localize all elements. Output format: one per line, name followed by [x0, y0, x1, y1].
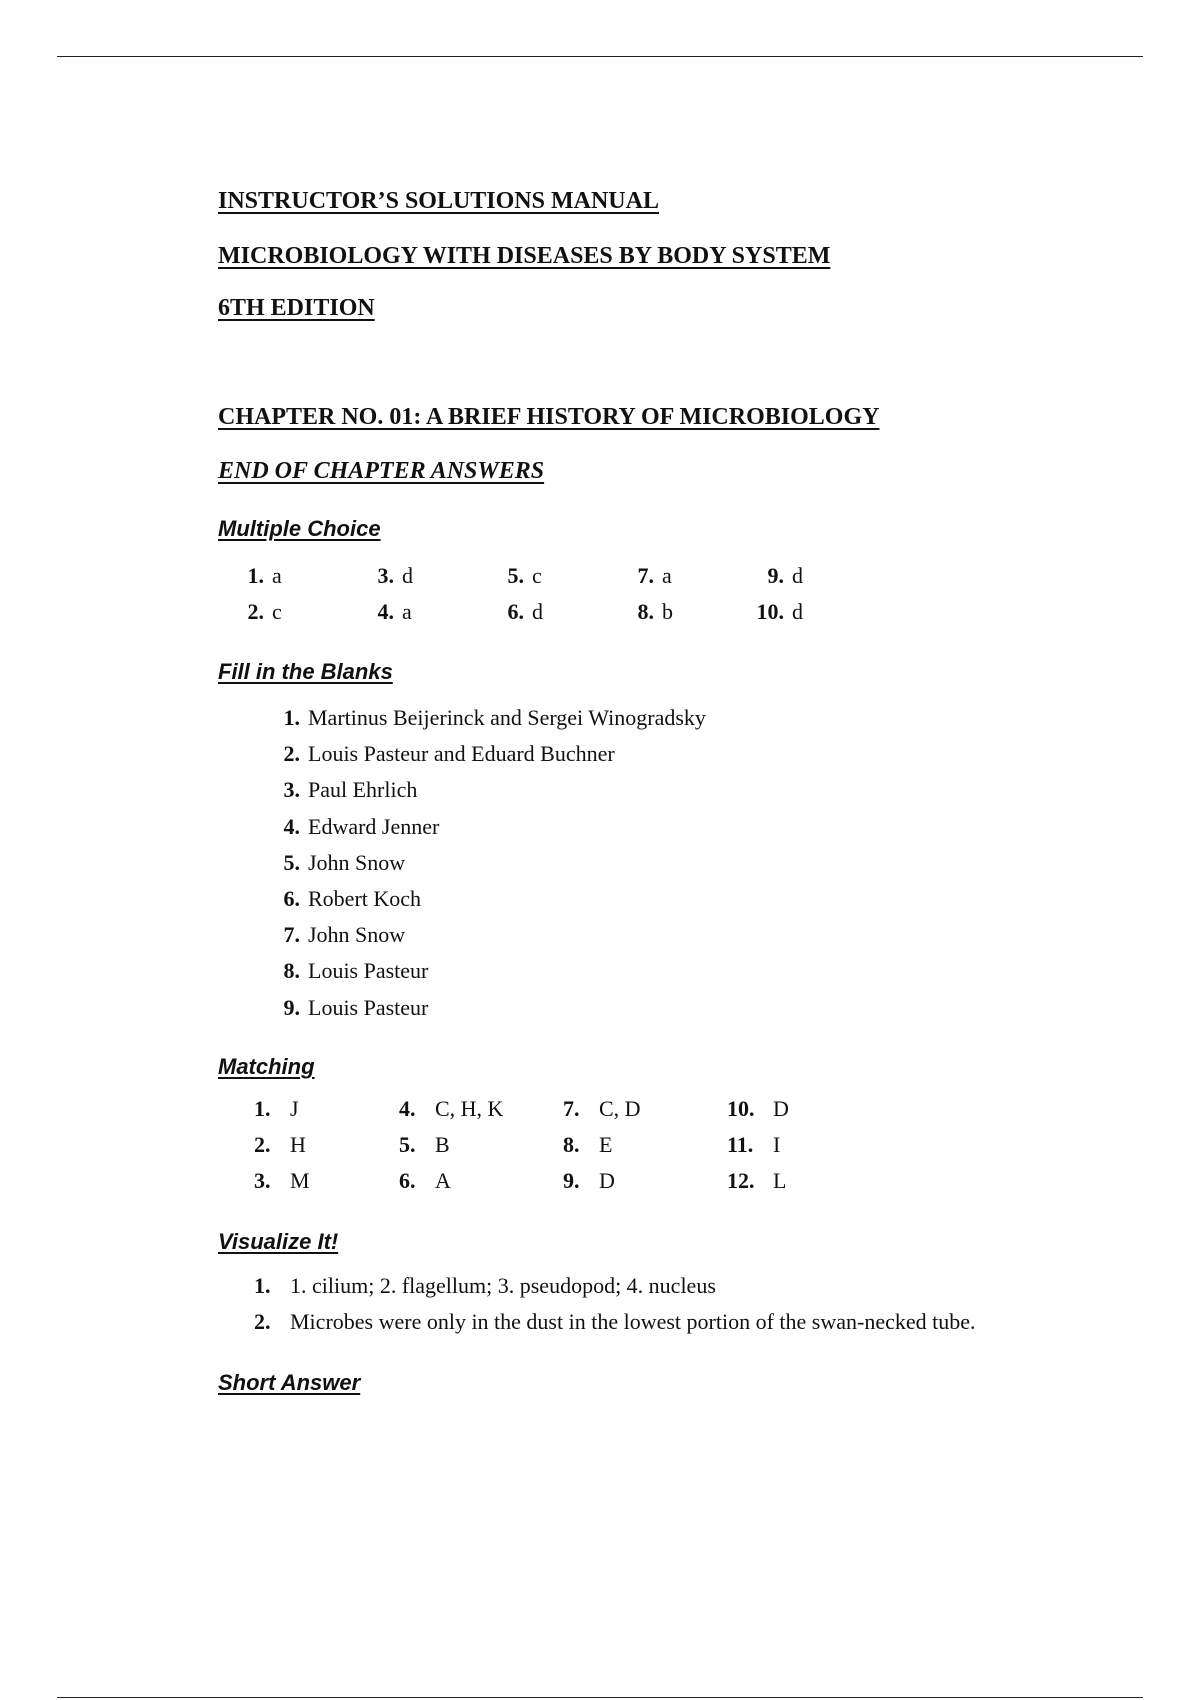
visualize-list — [254, 1273, 976, 1345]
list-item: 8. Louis Pasteur — [283, 958, 429, 984]
mc-answer: 10. d — [756, 599, 803, 624]
short-answer-heading: Short Answer — [218, 1370, 361, 1395]
fill-blanks-list — [276, 705, 706, 1031]
matching-answer: 12. L — [727, 1168, 787, 1193]
fill-blanks-heading: Fill in the Blanks — [218, 659, 393, 684]
list-item: 3. Paul Ehrlich — [283, 777, 418, 803]
visualize-heading: Visualize It! — [218, 1229, 339, 1254]
matching-answer: 10. D — [727, 1096, 789, 1121]
matching-answer: 8. E — [563, 1132, 613, 1157]
chapter-title: CHAPTER NO. 01: A BRIEF HISTORY OF MICROBIOLOGY — [218, 404, 880, 430]
list-item: 2. Microbes were only in the dust in the lowest portion of the swan-necked tube. — [254, 1309, 976, 1334]
bottom-rule — [57, 1697, 1143, 1698]
matching-answer: 7. C, D — [563, 1096, 641, 1121]
list-item: 5. John Snow — [283, 849, 406, 875]
matching-answer: 2. H — [254, 1132, 306, 1157]
matching-answer: 4. C, H, K — [399, 1096, 504, 1121]
matching-answer: 6. A — [399, 1168, 451, 1193]
mc-answer: 4. a — [377, 599, 412, 624]
mc-answer: 7. a — [637, 563, 672, 588]
mc-answer: 9. d — [767, 563, 803, 588]
list-item: 1. 1. cilium; 2. flagellum; 3. pseudopod; 4. nucleus — [254, 1273, 716, 1298]
mc-answer: 3. d — [377, 563, 413, 588]
mc-answer: 5. c — [507, 563, 542, 588]
matching-answer: 1. J — [254, 1096, 299, 1121]
matching-answer: 5. B — [399, 1132, 450, 1157]
manual-title: INSTRUCTOR’S SOLUTIONS MANUAL — [218, 188, 659, 214]
edition-title: 6TH EDITION — [218, 295, 375, 321]
matching-answer: 9. D — [563, 1168, 615, 1193]
list-item: 9. Louis Pasteur — [283, 994, 429, 1020]
mc-answer: 1. a — [247, 563, 282, 588]
matching-heading: Matching — [218, 1054, 315, 1079]
mc-answer: 6. d — [507, 599, 543, 624]
top-rule — [57, 56, 1143, 57]
matching-answer: 11. I — [727, 1132, 781, 1157]
list-item: 1. Martinus Beijerinck and Sergei Winogradsky — [283, 705, 706, 730]
list-item: 4. Edward Jenner — [283, 813, 440, 839]
list-item: 6. Robert Koch — [283, 885, 422, 911]
list-item: 7. John Snow — [283, 922, 406, 948]
mc-answer: 8. b — [637, 599, 673, 624]
list-item: 2. Louis Pasteur and Eduard Buchner — [283, 741, 615, 767]
chapter-subtitle: END OF CHAPTER ANSWERS — [218, 458, 545, 484]
multiple-choice-heading: Multiple Choice — [218, 516, 381, 541]
mc-answer: 2. c — [247, 599, 282, 624]
matching-answer: 3. M — [254, 1168, 310, 1193]
book-title: MICROBIOLOGY WITH DISEASES BY BODY SYSTEM — [218, 243, 831, 269]
